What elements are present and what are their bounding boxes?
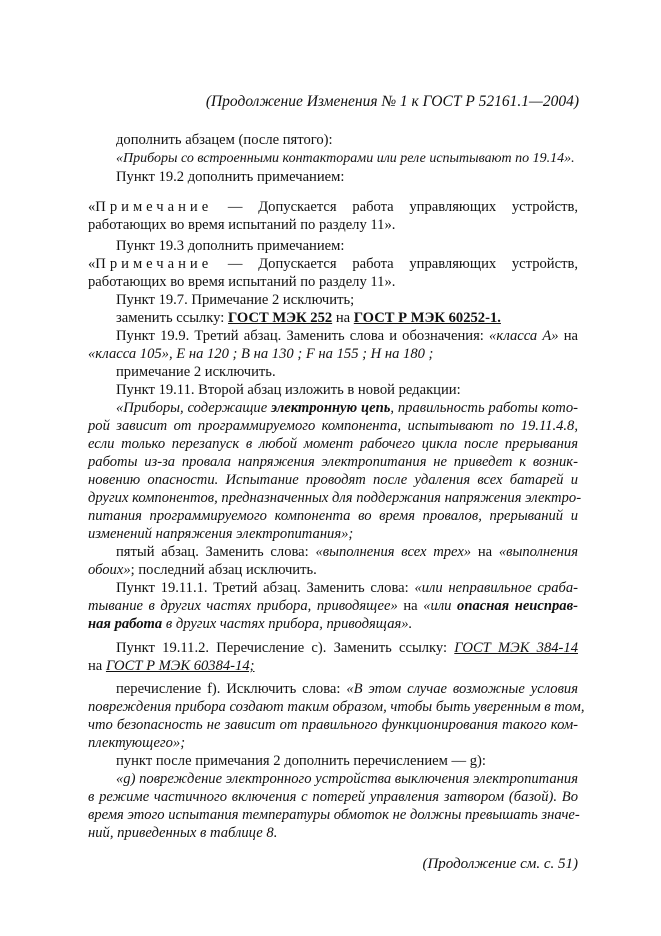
text-line: «класса 105», Е на 120 ; В на 130 ; F на 155 ; Н на 180 ; <box>88 346 434 362</box>
text-line: ний, приведенных в таблице 8. <box>88 825 278 841</box>
reference-link: ГОСТ МЭК 252 <box>228 310 333 326</box>
text-line: работающих во время испытаний по разделу 11». <box>88 217 396 233</box>
reference-link: ГОСТ Р МЭК 60384-14; <box>105 658 255 674</box>
text-line: Пункт 19.11.2. Перечисление с). Заменить ссылку: ГОСТ МЭК 384-14 <box>116 640 578 656</box>
text-line: тывание в других частях прибора, приводящее» на «или опасная неисправ- <box>88 598 578 614</box>
text-line: дополнить абзацем (после пятого): <box>116 132 333 148</box>
text-line: Пункт 19.7. Примечание 2 исключить; <box>116 292 355 308</box>
text-line: ная работа в других частях прибора, приводящая». <box>88 616 413 632</box>
text-line: «Примечание — Допускается работа управляющих устройств, <box>88 199 578 215</box>
text-line: обоих»; последний абзац исключить. <box>88 562 317 578</box>
text-line: изменений напряжения электропитания»; <box>88 526 354 542</box>
text-line: перечисление f). Исключить слова: «В этом случае возможные условия <box>116 681 578 697</box>
text-line: время этого испытания температуры обмоток не должны превышать значе- <box>88 807 580 823</box>
text-line: Пункт 19.11.1. Третий абзац. Заменить слова: «или неправильное сраба- <box>116 580 578 596</box>
text-line: других компонентов, предназначенных для поддержания напряжения электро- <box>88 490 582 506</box>
note-label: Примечание <box>95 199 213 215</box>
text-line: пункт после примечания 2 дополнить перечислением — g): <box>116 753 486 769</box>
text-line: Пункт 19.11. Второй абзац изложить в новой редакции: <box>116 382 461 398</box>
text-line: Пункт 19.9. Третий абзац. Заменить слова и обозначения: «класса А» на <box>116 328 578 344</box>
text-line: что безопасность не зависит от правильного функционирования такого ком- <box>88 717 578 733</box>
text-line: примечание 2 исключить. <box>116 364 276 380</box>
text-line: работающих во время испытаний по разделу 11». <box>88 274 396 290</box>
text-line: питания программируемого компонента во время провалов, прерываний и <box>88 508 578 524</box>
text-line: плектующего»; <box>88 735 186 751</box>
text-line: на ГОСТ Р МЭК 60384-14; <box>88 658 255 674</box>
text-line: Пункт 19.3 дополнить примечанием: <box>116 238 345 254</box>
text-line: «Приборы, содержащие электронную цепь, правильность работы кото- <box>116 400 578 416</box>
text-line: «Примечание — Допускается работа управляющих устройств, <box>88 256 578 272</box>
text-line: работы из-за провала напряжения электропитания не приведет к возник- <box>88 454 578 470</box>
text-line: Пункт 19.2 дополнить примечанием: <box>116 169 345 185</box>
text-line: в режиме частичного включения с потерей управления затвором (базой). Во <box>88 789 578 805</box>
page-header: (Продолжение Изменения № 1 к ГОСТ Р 52161.1—2004) <box>205 93 579 110</box>
text-line: «g) повреждение электронного устройства выключения электропитания <box>116 771 578 787</box>
text-line: повреждения прибора создают таким образом, чтобы быть уверенным в том, <box>88 699 585 715</box>
text-line: пятый абзац. Заменить слова: «выполнения всех трех» на «выполнения <box>116 544 578 560</box>
note-label: Примечание <box>95 256 213 272</box>
text-line: рой зависит от программируемого компонента, испытывают по 19.11.4.8, <box>88 418 578 434</box>
text-line: если только перезапуск в любой момент рабочего цикла после прерывания <box>88 436 578 452</box>
reference-link: ГОСТ МЭК 384-14 <box>454 640 578 656</box>
text-line: заменить ссылку: ГОСТ МЭК 252 на ГОСТ Р МЭК 60252-1. <box>116 310 501 326</box>
page-footer: (Продолжение см. с. 51) <box>422 856 578 872</box>
reference-link: ГОСТ Р МЭК 60252-1. <box>353 310 501 326</box>
text-line: новению опасности. Испытание проводят после удаления всех батарей и <box>88 472 578 488</box>
text-line: «Приборы со встроенными контакторами или реле испытывают по 19.14». <box>116 151 575 166</box>
